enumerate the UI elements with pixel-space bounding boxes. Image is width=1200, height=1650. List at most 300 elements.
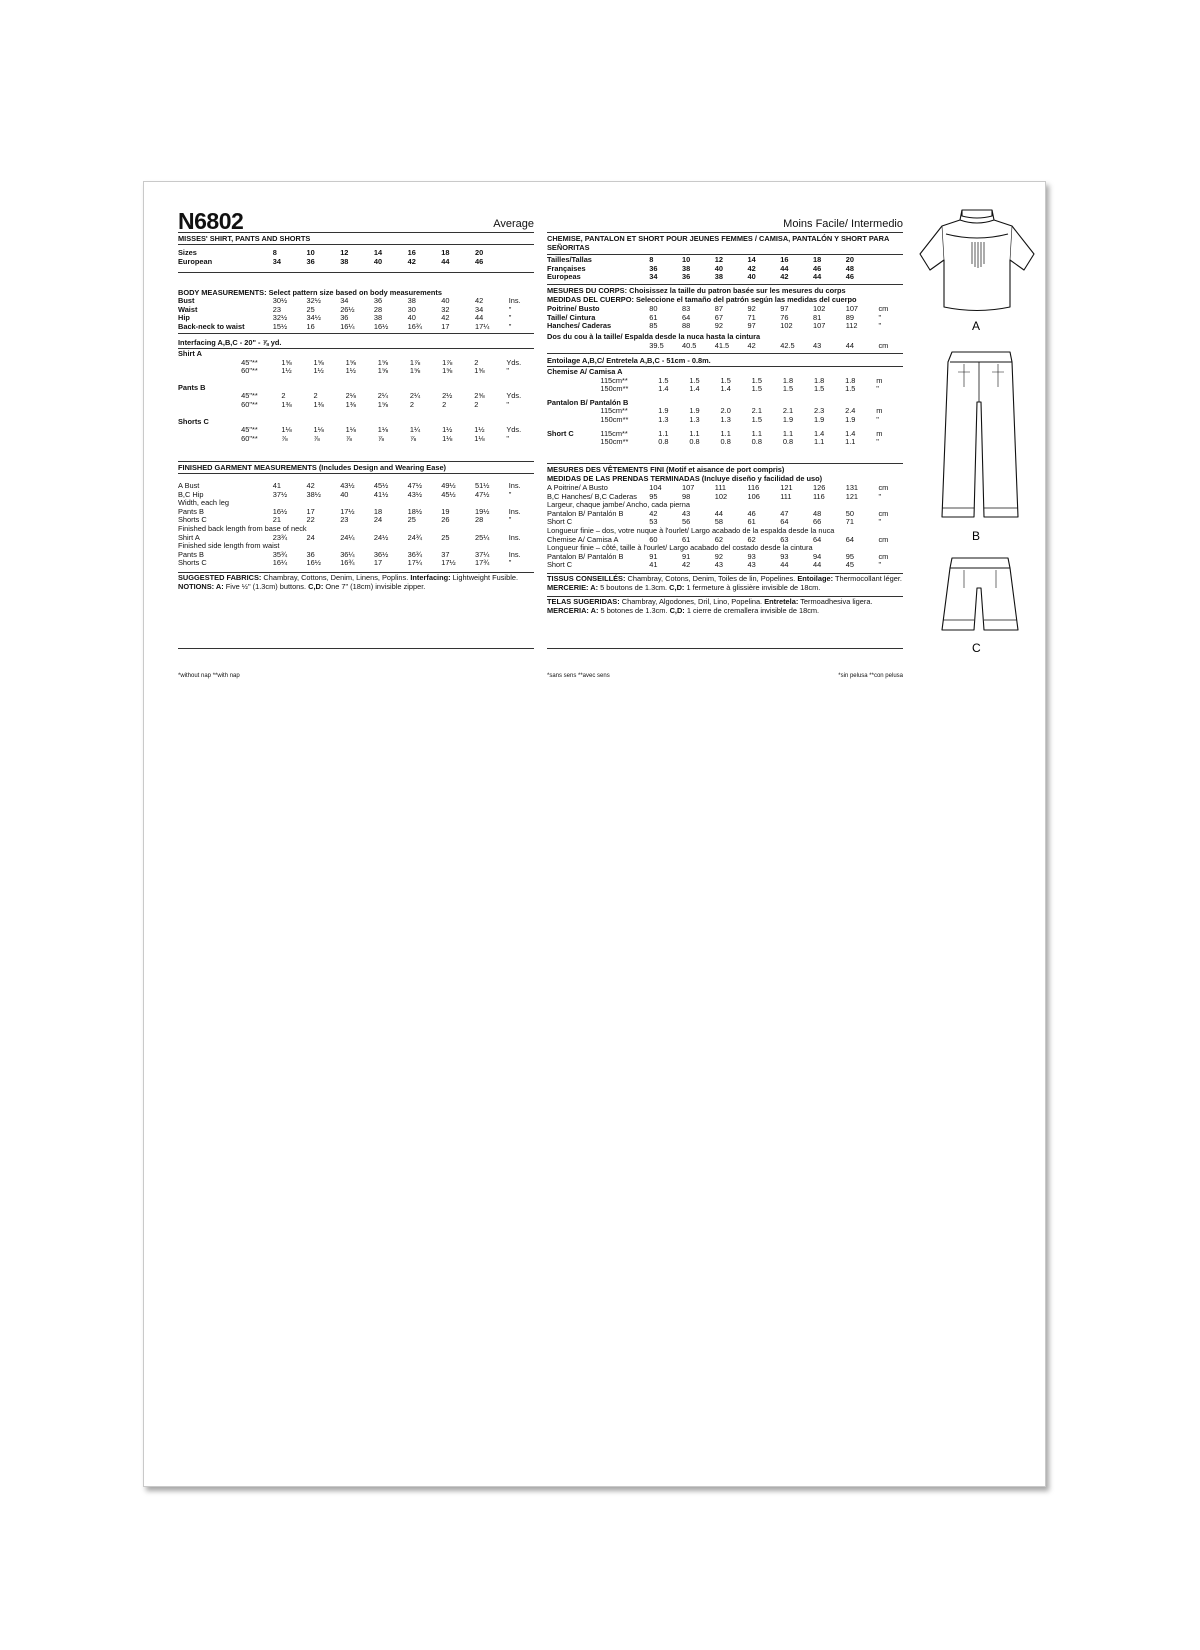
cell-value: 42: [682, 560, 691, 570]
back-length-label: Dos du cou à la taille/ Espalda desde la nuca hasta la cintura: [547, 332, 761, 341]
cell-value: 36: [306, 549, 315, 559]
cell-value: 1⅞: [442, 357, 453, 367]
cell-value: 16½: [306, 558, 321, 568]
cell-value: ⅞: [377, 433, 384, 443]
row-label: Poitrine/ Busto: [547, 304, 600, 313]
cell-value: 2: [409, 399, 415, 409]
cell-value: 1.5: [720, 375, 731, 385]
cell-value: 1⅝: [409, 366, 421, 376]
cell-value: 121: [780, 483, 793, 492]
cell-value: 98: [682, 491, 691, 501]
cell-value: 24: [306, 532, 315, 542]
unit: m: [876, 406, 883, 416]
row-label: Waist: [178, 304, 198, 314]
cell-value: 1⅛: [442, 433, 453, 443]
cell-value: 1.1: [658, 428, 669, 438]
cell-value: 45: [845, 560, 854, 570]
unit: ": [878, 560, 882, 570]
pants-back-icon: [942, 352, 1018, 517]
cell-value: 87: [714, 304, 723, 313]
cell-value: ⅞: [313, 433, 320, 443]
cell-value: 32: [441, 304, 450, 314]
cell-value: 14: [747, 255, 756, 264]
cell-value: 64: [812, 534, 822, 544]
unit: Ins.: [508, 296, 521, 305]
cell-value: 25: [407, 515, 416, 525]
back-length-row: [547, 342, 903, 351]
cell-value: 16¼: [272, 558, 288, 568]
finished-measurements-title: FINISHED GARMENT MEASUREMENTS (Includes Design and Wearing Ease): [178, 463, 447, 472]
cell-value: 40.5: [682, 341, 697, 350]
cell-value: 1.3: [689, 414, 700, 424]
row-label: Hip: [178, 313, 190, 323]
cell-value: 36¼: [340, 549, 355, 559]
unit: m: [876, 375, 883, 385]
cell-value: 92: [714, 321, 723, 331]
cell-value: 2½: [442, 391, 453, 401]
cell-value: 20: [845, 255, 854, 264]
row-label: Bust: [178, 296, 195, 305]
cell-value: 0.8: [720, 437, 731, 447]
footnote-fr: *sans sens **avec sens: [547, 673, 610, 679]
row-label: Europeas: [547, 272, 581, 282]
unit: Yds.: [506, 391, 522, 401]
cell-value: 1⅜: [345, 399, 356, 409]
table-row: [178, 559, 534, 568]
row-width: 45"**: [241, 425, 258, 435]
unit: ": [506, 366, 509, 376]
cell-value: 1⅝: [377, 357, 389, 367]
cell-value: 17½: [441, 558, 456, 568]
cell-value: 53: [649, 517, 658, 527]
unit: ": [508, 489, 512, 499]
cell-value: 93: [747, 551, 756, 561]
cell-value: 91: [682, 551, 691, 561]
suggested-fabrics-es: TELAS SUGERIDAS: Chambray, Algodones, Dril, Lino, Popelina. Entretela: Termoadhesiva ligera. MERCERIA: A: 5 botones de 1.3cm. C,D: 1 cierre de cremallera invisible de 18cm.: [547, 597, 873, 616]
cell-value: 44: [780, 560, 789, 570]
table-row: [178, 392, 534, 401]
cell-value: 95: [845, 551, 854, 561]
cell-value: 112: [845, 321, 858, 331]
cell-value: 81: [812, 312, 822, 322]
row-label: Pantalon B/ Pantalón B: [547, 508, 624, 518]
cell-value: 1.1: [689, 428, 700, 438]
group-label: Shirt A: [178, 349, 202, 358]
cell-value: 40: [373, 256, 383, 266]
table-row: [547, 342, 903, 351]
group-label: Chemise A/ Camisa A: [547, 367, 623, 376]
cell-value: 49½: [441, 481, 456, 490]
english-column: [178, 208, 534, 678]
cell-value: 25: [306, 304, 315, 314]
footnote-es: *sin pelusa **con pelusa: [838, 673, 903, 679]
cell-value: 34: [649, 272, 658, 282]
unit: ": [508, 558, 512, 568]
body-measurements-title: BODY MEASUREMENTS: Select pattern size based on body measurements: [178, 288, 442, 297]
cell-value: 107: [682, 483, 695, 492]
cell-value: ⅞: [409, 433, 417, 443]
cell-value: 40: [340, 489, 349, 499]
cell-value: 38: [373, 313, 383, 323]
garment-drawings: [912, 202, 1042, 662]
cell-value: 2⅛: [345, 391, 356, 401]
cell-value: 32½: [306, 296, 321, 305]
cell-value: 1⅛: [313, 425, 324, 435]
cell-value: 40: [747, 272, 756, 282]
cell-value: 17¼: [407, 558, 422, 568]
cell-value: 19: [441, 506, 450, 516]
cell-value: 50: [845, 508, 854, 518]
cell-value: 14: [373, 248, 383, 257]
cell-value: 1.5: [813, 384, 825, 394]
cell-value: 40: [407, 313, 416, 323]
cell-value: 48: [845, 263, 854, 273]
suggested-fabrics-en: SUGGESTED FABRICS: Chambray, Cottons, Denim, Linens, Poplins. Interfacing: Lightweight Fusible. NOTIONS: A: Five ½" (1.3cm) buttons. C,D: One 7" (18cm) invisible zipper.: [178, 573, 518, 592]
cell-value: 1.4: [813, 428, 825, 438]
cell-value: 16½: [272, 506, 288, 516]
cell-value: 1¼: [409, 425, 421, 435]
table-row: [547, 322, 903, 331]
cell-value: 1½: [345, 366, 356, 376]
cell-value: 17½: [340, 506, 355, 516]
cell-value: 16¾: [407, 321, 422, 331]
unit: ": [506, 433, 509, 443]
cell-value: 121: [845, 491, 859, 501]
cell-value: 41½: [373, 489, 389, 499]
cell-value: 1.8: [813, 375, 825, 385]
cell-value: 42.5: [780, 341, 795, 350]
cell-value: 36: [306, 256, 315, 266]
cell-value: 1⅝: [377, 366, 389, 376]
row-label: Short C: [547, 560, 573, 570]
cell-value: 56: [682, 517, 691, 527]
cell-value: 1⅝: [345, 357, 356, 367]
cell-value: 2¼: [377, 391, 389, 401]
cell-value: 1⅝: [474, 366, 485, 376]
row-label: Short C: [547, 517, 573, 527]
cell-value: 1⅛: [377, 425, 389, 435]
cell-value: 1.5: [689, 375, 700, 385]
cell-value: 111: [714, 483, 726, 492]
shirt-back-icon: [920, 210, 1034, 311]
sizes-table-fr-es: [547, 256, 903, 282]
cell-value: 20: [475, 248, 484, 257]
cell-value: 15½: [272, 321, 288, 331]
cell-value: 102: [780, 321, 793, 331]
cell-value: 17: [306, 506, 315, 516]
cell-value: 43: [714, 560, 723, 570]
row-label: European: [178, 256, 213, 266]
row-width: 150cm**: [600, 414, 629, 424]
table-row: [178, 401, 534, 410]
interfacing-title: Interfacing A,B,C - 20" - ⅞ yd.: [178, 338, 282, 347]
cell-value: 1.5: [658, 375, 669, 385]
cell-value: 16¼: [340, 321, 355, 331]
unit: cm: [878, 508, 889, 518]
row-width: 60"**: [241, 399, 258, 409]
table-row: [547, 561, 903, 570]
cell-value: 1.9: [782, 414, 794, 424]
unit: Ins.: [508, 481, 521, 490]
cell-value: 1½: [442, 425, 453, 435]
cell-value: 23: [272, 304, 282, 314]
cell-value: 95: [649, 491, 658, 501]
cell-value: 32½: [272, 313, 288, 323]
unit: ": [508, 313, 512, 323]
french-spanish-column: [547, 208, 903, 678]
cell-value: 1⅛: [281, 425, 292, 435]
cell-value: 88: [682, 321, 691, 331]
cell-value: 1½: [474, 425, 485, 435]
cell-value: 19½: [475, 506, 490, 516]
cell-value: 1.4: [658, 384, 669, 394]
cell-value: 38: [340, 256, 349, 266]
row-width: 60"**: [241, 366, 258, 376]
row-label: Taille/ Cintura: [547, 312, 596, 322]
cell-value: 61: [649, 312, 658, 322]
cell-value: 1⅝: [313, 357, 324, 367]
cell-value: 41: [272, 481, 282, 490]
cell-value: 2.1: [782, 406, 794, 416]
cell-value: 1⅛: [474, 433, 485, 443]
cell-value: 38: [407, 296, 416, 305]
cell-value: 38: [682, 263, 691, 273]
cell-value: 18: [373, 506, 383, 516]
cell-value: 126: [812, 483, 826, 492]
table-row: [547, 438, 903, 447]
cell-value: 28: [475, 515, 484, 525]
cell-value: 1.1: [782, 428, 794, 438]
cell-value: 111: [780, 491, 792, 501]
row-width: 45"**: [241, 391, 258, 401]
table-row: [547, 416, 903, 425]
cell-value: 1.5: [751, 414, 762, 424]
cell-value: 61: [682, 534, 691, 544]
cell-value: 46: [812, 263, 822, 273]
row-label: Françaises: [547, 263, 586, 273]
cell-value: 1⅝: [281, 357, 292, 367]
row-label: A Poitrine/ A Busto: [547, 483, 608, 492]
cell-value: 1⅝: [442, 366, 453, 376]
cell-value: 42: [780, 272, 789, 282]
table-row: [547, 273, 903, 282]
cell-value: 2: [474, 399, 479, 409]
cell-value: 63: [780, 534, 789, 544]
row-label: B,C Hip: [178, 489, 204, 499]
cell-value: 18½: [407, 506, 422, 516]
table-row: [178, 258, 534, 267]
finished-measurements-table-fr-es: [547, 484, 903, 570]
cell-value: 10: [682, 255, 691, 264]
cell-value: 1⅝: [377, 399, 389, 409]
cell-value: 36½: [373, 549, 389, 559]
cell-value: 17: [441, 321, 450, 331]
cell-value: 0.8: [751, 437, 762, 447]
cell-value: 102: [714, 491, 728, 501]
unit: cm: [878, 534, 889, 544]
unit: ": [876, 437, 879, 447]
unit: ": [878, 491, 882, 501]
table-row: [178, 491, 534, 500]
cell-value: 62: [747, 534, 756, 544]
cell-value: 28: [373, 304, 383, 314]
title-fr-es: CHEMISE, PANTALON ET SHORT POUR JEUNES FEMMES / CAMISA, PANTALÓN Y SHORT PARA SEÑORITAS: [547, 234, 890, 252]
view-letter-c: C: [972, 641, 981, 655]
cell-value: 1.1: [720, 428, 731, 438]
cell-value: 16: [407, 248, 416, 257]
group-label: Short C: [547, 428, 574, 438]
cell-value: 37¼: [475, 549, 490, 559]
difficulty-level-en: Average: [493, 218, 534, 230]
cell-value: 18: [812, 255, 822, 264]
cell-value: 94: [812, 551, 822, 561]
cell-value: 12: [714, 255, 723, 264]
difficulty-level-fr-es: Moins Facile/ Intermedio: [783, 218, 903, 230]
cell-value: 1.5: [782, 384, 794, 394]
sizes-table: [178, 249, 534, 266]
cell-value: 8: [272, 248, 277, 257]
cell-value: 44: [714, 508, 723, 518]
cell-value: 36: [373, 296, 383, 305]
cell-value: 2.4: [845, 406, 856, 416]
finished-measurements-title-fr: MESURES DES VÊTEMENTS FINI (Motif et aisance de port compris): [547, 465, 785, 474]
cell-value: 76: [780, 312, 789, 322]
cell-value: 89: [845, 312, 854, 322]
unit: Ins.: [508, 532, 521, 542]
row-note: Finished side length from waist: [178, 541, 280, 551]
cell-value: 2: [313, 391, 318, 401]
cell-value: 0.8: [782, 437, 794, 447]
cell-value: 16¾: [340, 558, 355, 568]
cell-value: 23: [340, 515, 349, 525]
cell-value: 107: [845, 304, 859, 313]
cell-value: 42: [475, 296, 484, 305]
unit: ": [876, 384, 879, 394]
row-label: A Bust: [178, 481, 200, 490]
cell-value: 43½: [407, 489, 422, 499]
row-width: 45"**: [241, 357, 258, 367]
cell-value: 1.4: [845, 428, 856, 438]
row-width: 115cm**: [600, 375, 628, 385]
row-label: Hanches/ Caderas: [547, 321, 612, 331]
body-measurements-title-fr: MESURES DU CORPS: Choisissez la taille du patron basée sur les mesures du corps: [547, 286, 846, 295]
cell-value: 0.8: [689, 437, 700, 447]
row-label: Tailles/Tallas: [547, 255, 592, 264]
body-measurements-table-fr-es: [547, 305, 903, 331]
shorts-back-icon: [942, 558, 1018, 630]
cell-value: 93: [780, 551, 789, 561]
cell-value: 1½: [281, 366, 292, 376]
cell-value: 43: [747, 560, 756, 570]
cell-value: 16: [306, 321, 315, 331]
cell-value: 1⅜: [313, 399, 324, 409]
cell-value: 71: [845, 517, 854, 527]
cell-value: 8: [649, 255, 654, 264]
row-note: Largeur, chaque jambe/ Ancho, cada pierna: [547, 500, 690, 510]
cell-value: 24¼: [340, 532, 355, 542]
cell-value: ⅞: [345, 433, 352, 443]
unit: cm: [878, 304, 889, 313]
cell-value: 36: [682, 272, 691, 282]
cell-value: 34½: [306, 313, 321, 323]
cell-value: 26½: [340, 304, 355, 314]
cell-value: 1.3: [720, 414, 731, 424]
cell-value: 35¾: [272, 549, 288, 559]
cell-value: 44: [780, 263, 789, 273]
cell-value: 37: [441, 549, 450, 559]
row-note: Longueur finie – dos, votre nuque à l'ourlet/ Largo acabado de la espalda desde la nuca: [547, 525, 835, 535]
cell-value: 64: [780, 517, 789, 527]
cell-value: 43: [812, 341, 822, 350]
cell-value: 34: [475, 304, 484, 314]
cell-value: 71: [747, 312, 756, 322]
pattern-number: N6802: [178, 208, 244, 234]
cell-value: 44: [812, 560, 822, 570]
cell-value: 2: [442, 399, 447, 409]
unit: ": [508, 321, 512, 331]
cell-value: 16½: [373, 321, 389, 331]
cell-value: 44: [441, 256, 450, 266]
cell-value: 25: [441, 532, 450, 542]
cell-value: 80: [649, 304, 658, 313]
cell-value: 36¾: [407, 549, 422, 559]
suggested-fabrics-fr: TISSUS CONSEILLÉS: Chambray, Cotons, Denim, Toiles de lin, Popelines. Entoilage: Thermocollant léger. MERCERIE: A: 5 boutons de 1.3cm. C,D: 1 fermeture à glissière invisible de 18cm.: [547, 574, 902, 593]
unit: ": [878, 312, 882, 322]
cell-value: 30½: [272, 296, 288, 305]
title-en: MISSES' SHIRT, PANTS AND SHORTS: [178, 234, 311, 243]
body-measurements-title-es: MEDIDAS DEL CUERPO: Seleccione el tamaño del patrón según las medidas del cuerpo: [547, 295, 857, 304]
cell-value: 2: [474, 357, 479, 367]
cell-value: 44: [845, 341, 854, 350]
interfacing-table-fr-es: [547, 368, 903, 452]
cell-value: 25¼: [475, 532, 490, 542]
cell-value: 1½: [313, 366, 324, 376]
cell-value: 83: [682, 304, 691, 313]
cell-value: 48: [812, 508, 822, 518]
table-row: [178, 323, 534, 332]
cell-value: 42: [747, 341, 756, 350]
cell-value: 46: [475, 256, 484, 266]
cell-value: 92: [747, 304, 756, 313]
cell-value: 64: [682, 312, 691, 322]
cell-value: 12: [340, 248, 349, 257]
garment-illustrations: [912, 202, 1042, 662]
cell-value: 0.8: [658, 437, 669, 447]
cell-value: 64: [845, 534, 854, 544]
cell-value: 92: [714, 551, 723, 561]
cell-value: 1.5: [845, 384, 856, 394]
cell-value: 43: [682, 508, 691, 518]
finished-measurements-table: [178, 482, 534, 568]
cell-value: 104: [649, 483, 662, 492]
row-label: Pants B: [178, 506, 204, 516]
cell-value: 97: [780, 304, 789, 313]
table-row: [178, 435, 534, 444]
cell-value: 42: [306, 481, 315, 490]
row-width: 115cm**: [600, 428, 628, 438]
cell-value: 41: [649, 560, 658, 570]
cell-value: 40: [441, 296, 450, 305]
cell-value: 42: [407, 256, 416, 266]
cell-value: 1.1: [751, 428, 762, 438]
table-row: [178, 367, 534, 376]
cell-value: 1.5: [751, 384, 762, 394]
cell-value: 1.3: [658, 414, 669, 424]
cell-value: 116: [747, 483, 760, 492]
cell-value: 1⅜: [281, 399, 292, 409]
cell-value: 23¾: [272, 532, 288, 542]
cell-value: 43½: [340, 481, 355, 490]
